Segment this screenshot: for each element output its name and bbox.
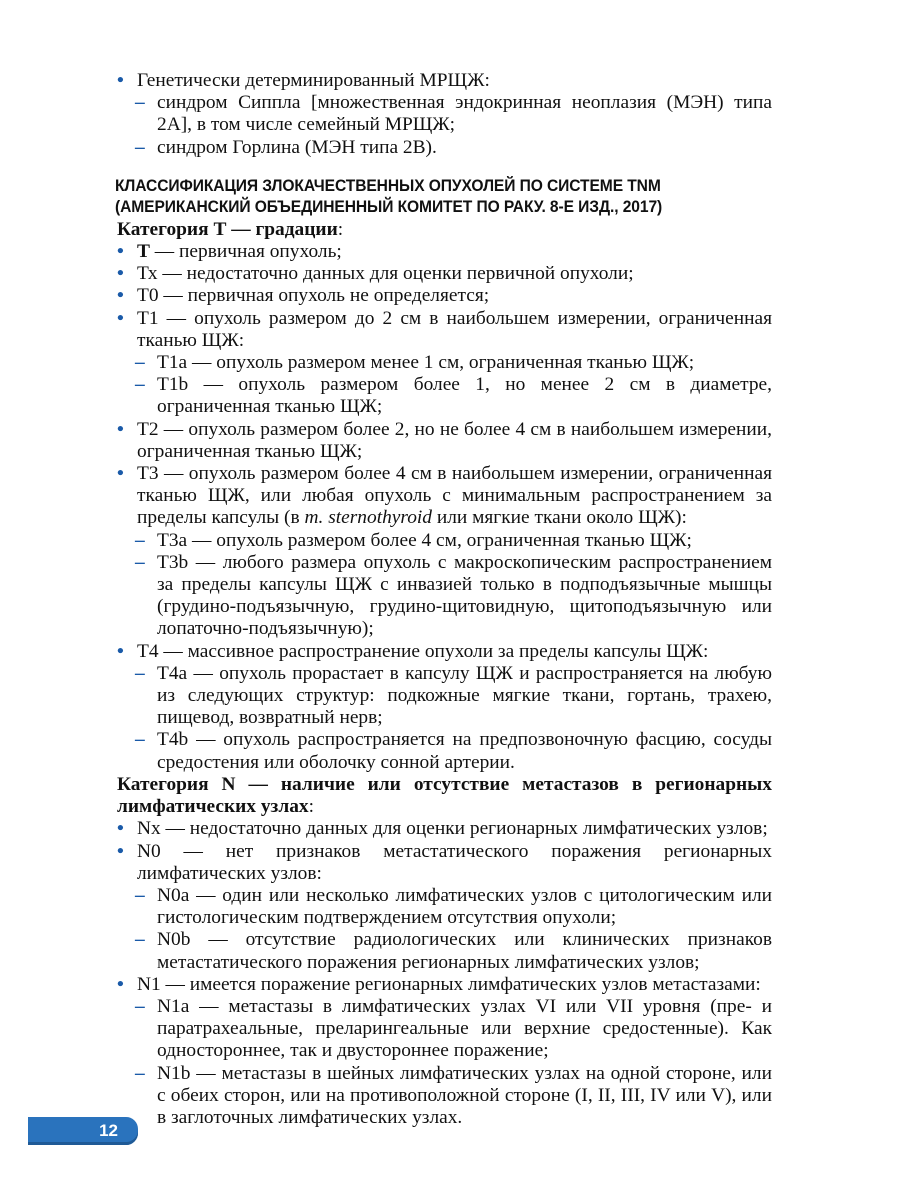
list-item-text: — недостаточно данных для оценки первичной опухоли; xyxy=(157,263,634,285)
dash-marker: – xyxy=(135,929,145,951)
dash-marker: – xyxy=(135,662,145,684)
tnm-code: Т0 xyxy=(137,285,159,307)
tnm-code: N0b xyxy=(157,929,191,951)
tnm-code: Т1a xyxy=(157,352,188,374)
tnm-code: Т1 xyxy=(137,307,159,329)
list-item xyxy=(117,974,772,996)
dash-marker: – xyxy=(135,729,145,751)
list-item-text: — метастазы в шейных лимфатических узлах на одной стороне, или с обеих сторон, или на противоположной стороне (I, II, III, IV или V), или в заглоточных лимфатических узлах. xyxy=(157,1062,772,1128)
list-item-text: синдром Сиппла [множественная эндокринная неоплазия (МЭН) типа 2А], в том числе семейный МРЩЖ; xyxy=(157,92,772,136)
dash-marker: – xyxy=(135,136,145,158)
sub-list-item xyxy=(117,552,772,641)
category-heading-colon: : xyxy=(337,218,344,240)
category-heading-text: Категория N — наличие или отсутствие метастазов в регионарных лимфатических узлах xyxy=(117,773,772,818)
list-item xyxy=(117,818,772,840)
list-item-text: — один или несколько лимфатических узлов с цитологическим или гистологическим подтверждением отсутствия опухоли; xyxy=(157,884,772,929)
sub-list-item xyxy=(117,137,772,159)
bullet-marker: • xyxy=(117,241,124,263)
bullet-marker: • xyxy=(117,640,124,662)
list-item xyxy=(117,263,772,285)
tnm-code: Т4 xyxy=(137,640,159,662)
section-title-line: (АМЕРИКАНСКИЙ ОБЪЕДИНЕННЫЙ КОМИТЕТ ПО РАКУ. 8-Е ИЗД., 2017) xyxy=(115,196,663,216)
bullet-marker: • xyxy=(117,307,124,329)
list-item-text: — опухоль размером более 4 см в наибольшем измерении, ограниченная тканью ЩЖ, или любая опухоль с минимальным распространением за пределы капсулы (в xyxy=(137,463,772,529)
tnm-code: Т3а xyxy=(157,529,188,551)
bullet-marker: • xyxy=(117,973,124,995)
list-item-text: — первичная опухоль не определяется; xyxy=(158,285,490,307)
list-item-text: — опухоль размером до 2 см в наибольшем измерении, ограниченная тканью ЩЖ: xyxy=(137,307,772,351)
section-title-line: КЛАССИФИКАЦИЯ ЗЛОКАЧЕСТВЕННЫХ ОПУХОЛЕЙ ПО СИСТЕМЕ TNM xyxy=(115,175,661,195)
bullet-marker: • xyxy=(117,70,124,91)
category-heading-colon: : xyxy=(308,796,314,818)
tnm-code: Тх xyxy=(137,263,158,285)
tnm-code: N0a xyxy=(157,884,190,906)
tnm-code: Т1b xyxy=(157,374,189,396)
sub-list-item xyxy=(117,929,772,973)
sub-list-item xyxy=(117,996,772,1063)
bullet-marker: • xyxy=(117,463,124,485)
sub-list-item xyxy=(117,374,772,418)
tnm-code: Nx xyxy=(137,818,161,840)
tnm-code: Т4а xyxy=(157,662,188,684)
dash-marker: – xyxy=(135,551,145,573)
list-item-text: — опухоль размером более 1, но менее 2 см в диаметре, ограниченная тканью ЩЖ; xyxy=(157,374,772,418)
sub-list-item xyxy=(117,530,772,552)
page-number: 12 xyxy=(99,1121,118,1140)
tnm-code: N1 xyxy=(137,973,161,995)
list-item xyxy=(117,641,772,663)
list-item xyxy=(117,308,772,352)
list-item xyxy=(117,841,772,885)
list-item-text: — первичная опухоль; xyxy=(149,241,342,263)
list-item-text: — опухоль распространяется на предпозвоночную фасцию, сосуды средостения или оболочку сонной артерии. xyxy=(157,729,772,773)
bullet-marker: • xyxy=(117,263,124,285)
sub-list-item xyxy=(117,663,772,730)
list-item-text: — опухоль размером менее 1 см, ограниченная тканью ЩЖ; xyxy=(187,352,695,374)
list-item-text: — имеется поражение регионарных лимфатических узлов метастазами: xyxy=(160,973,761,995)
page-content xyxy=(117,70,772,1129)
list-item-text: — отсутствие радиологических или клинических признаков метастатического поражения регионарных лимфатических узлов; xyxy=(157,929,772,973)
list-item-text: — массивное распространение опухоли за пределы капсулы ЩЖ: xyxy=(158,640,709,662)
list-item-text: — опухоль размером более 2, но не более 4 см в наибольшем измерении, ограниченная тканью ЩЖ; xyxy=(137,418,772,462)
tnm-code: N0 xyxy=(137,840,161,862)
dash-marker: – xyxy=(135,1062,145,1084)
dash-marker: – xyxy=(135,352,145,374)
list-item xyxy=(117,70,772,92)
category-t-heading xyxy=(117,219,772,241)
dash-marker: – xyxy=(135,92,145,114)
list-item xyxy=(117,285,772,307)
sub-list-item xyxy=(117,729,772,773)
sub-list-item xyxy=(117,92,772,136)
list-item xyxy=(117,463,772,530)
tnm-code: Т xyxy=(137,241,150,263)
tnm-code: N1b xyxy=(157,1062,191,1084)
latin-term: m. sternothyroid xyxy=(304,507,432,529)
list-item-text: — опухоль прорастает в капсулу ЩЖ и распространяется на любую из следующих структур: подкожные мягкие ткани, гортань, трахею, пищевод, возвратный нерв; xyxy=(157,662,772,729)
list-item xyxy=(117,241,772,263)
list-item xyxy=(117,419,772,463)
list-item-text: — любого размера опухоль с макроскопическим распространением за пределы капсулы ЩЖ с инвазией только в подподъязычные мышцы (грудино-подъязычную, грудино-щитовидную, щитоподъязычную или лопаточно-подъязычную); xyxy=(157,551,772,640)
list-item-text: — нет признаков метастатического поражения регионарных лимфатических узлов: xyxy=(137,840,772,884)
dash-marker: – xyxy=(135,374,145,396)
list-item-text: синдром Горлина (МЭН типа 2В). xyxy=(157,136,437,158)
list-item-text: — опухоль размером более 4 см, ограниченная тканью ЩЖ; xyxy=(187,529,692,551)
tnm-code: Т4b xyxy=(157,729,189,751)
list-item-text: или мягкие ткани около ЩЖ): xyxy=(431,507,687,529)
bullet-marker: • xyxy=(117,818,124,840)
list-item-text: — недостаточно данных для оценки регионарных лимфатических узлов; xyxy=(160,818,768,840)
page-number-badge xyxy=(28,1117,138,1145)
list-item-text: — метастазы в лимфатических узлах VI или VII уровня (пре- и паратрахеальные, преларингеальные или верхние средостенные). Как одностороннее, так и двустороннее поражение; xyxy=(157,995,772,1062)
bullet-marker: • xyxy=(117,840,124,862)
sub-list-item xyxy=(117,352,772,374)
dash-marker: – xyxy=(135,529,145,551)
section-title xyxy=(115,175,733,217)
tnm-code: N1a xyxy=(157,995,190,1017)
sub-list-item xyxy=(117,885,772,929)
bullet-marker: • xyxy=(117,285,124,307)
bullet-marker: • xyxy=(117,418,124,440)
tnm-code: Т3 xyxy=(137,463,159,485)
sub-list-item xyxy=(117,1063,772,1130)
category-n-heading xyxy=(117,774,772,818)
dash-marker: – xyxy=(135,884,145,906)
category-heading-text: Категория Т — градации xyxy=(117,218,338,240)
tnm-code: Т3b xyxy=(157,551,189,573)
tnm-code: Т2 xyxy=(137,418,159,440)
dash-marker: – xyxy=(135,995,145,1017)
list-item-text: Генетически детерминированный МРЩЖ: xyxy=(137,70,490,91)
